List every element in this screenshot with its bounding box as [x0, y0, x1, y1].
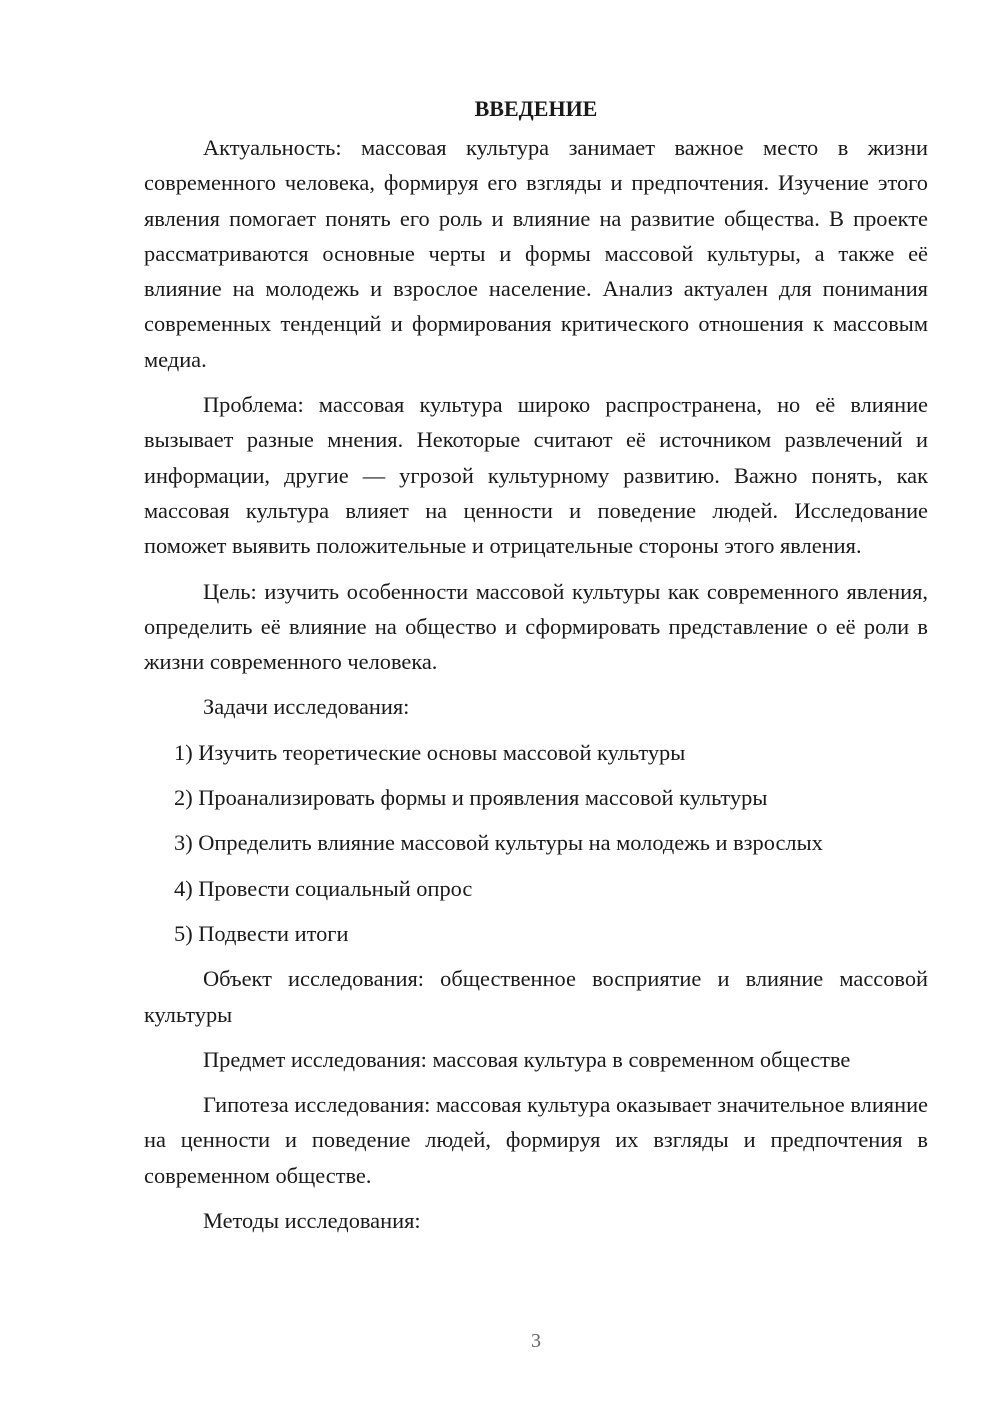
task-item: 5) Подвести итоги: [174, 920, 349, 946]
methods-heading: Методы исследования:: [203, 1208, 421, 1234]
paragraph-subject: Предмет исследования: массовая культура в современном обществе: [203, 1046, 851, 1072]
page-number: 3: [531, 1330, 541, 1352]
section-title: ВВЕДЕНИЕ: [474, 96, 598, 121]
paragraph-object: Объект исследования: общественное восприятие и влияние массовой культуры: [144, 966, 928, 1027]
paragraph-problem: Проблема: массовая культура широко распространена, но её влияние вызывает разные мнения. Некоторые считают её источником развлечений и информации, другие — угрозой культурному развитию. Важно понять, как массовая культура влияет на ценности и поведение людей. Исследование поможет выявить положительные и отрицательные стороны этого явления.: [144, 392, 928, 559]
tasks-list: [144, 735, 928, 951]
tasks-heading: Задачи исследования:: [203, 694, 410, 720]
task-item: 3) Определить влияние массовой культуры на молодежь и взрослых: [174, 830, 823, 856]
document-page: [144, 92, 928, 1248]
task-item: 4) Провести социальный опрос: [174, 875, 473, 901]
task-item: 2) Проанализировать формы и проявления массовой культуры: [174, 785, 768, 811]
paragraph-relevance: Актуальность: массовая культура занимает важное место в жизни современного человека, формируя его взгляды и предпочтения. Изучение этого явления помогает понять его роль и влияние на развитие общества. В проекте рассматриваются основные черты и формы массовой культуры, а также её влияние на молодежь и взрослое население. Анализ актуален для понимания современных тенденций и формирования критического отношения к массовым медиа.: [144, 135, 928, 372]
task-item: 1) Изучить теоретические основы массовой культуры: [174, 739, 686, 765]
paragraph-goal: Цель: изучить особенности массовой культуры как современного явления, определить её влияние на общество и сформировать представление о её роли в жизни современного человека.: [144, 578, 928, 675]
paragraph-hypothesis: Гипотеза исследования: массовая культура оказывает значительное влияние на ценности и поведение людей, формируя их взгляды и предпочтения в современном обществе.: [144, 1092, 928, 1188]
